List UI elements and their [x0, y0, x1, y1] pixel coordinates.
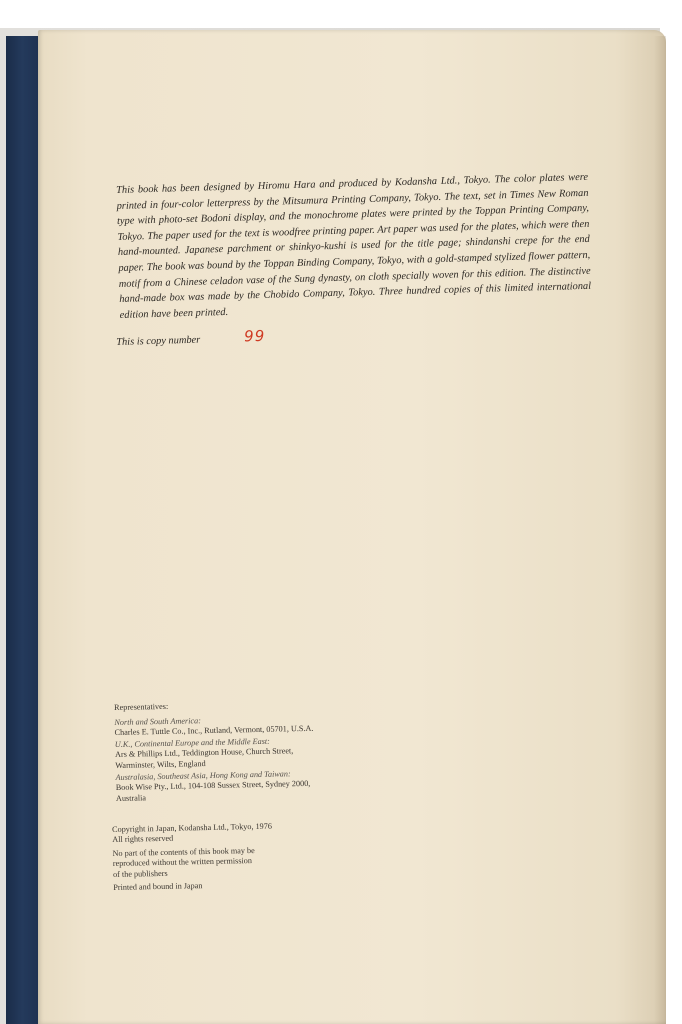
colophon-text: This book has been designed by Hiromu Hara and produced by Kodansha Ltd., Tokyo. The color plates were printed in four-color letterpress by the Mitsumura Printing Company, Tokyo. The text, set in Times New Roman type with photo-set Bodoni display, and the monochrome plates were printed by the Toppan Printing Company, Tokyo. The paper used for the text is woodfree printing paper. Art paper was used for the plates, which were then hand-mounted. Japanese parchment or shinkyo-kushi is used for the title page; shindanshi crepe for the end paper. The book was bound by the Toppan Binding Company, Tokyo, with a gold-stamped stylized flower pattern, motif from a Chinese celadon vase of the Sung dynasty, on cloth specially woven for this edition. The distinctive hand-made box was made by the Chobido Company, Tokyo. Three hundred copies of this limited international edition have been printed.	[116, 171, 592, 321]
region-label: North and South America:	[114, 715, 201, 727]
address-line: Charles E. Tuttle Co., Inc., Rutland, Vermont, 05701, U.S.A.	[114, 724, 314, 738]
handwritten-copy-number: 99	[243, 326, 266, 346]
copyright-line: Copyright in Japan, Kodansha Ltd., Tokyo, 1976	[112, 821, 272, 834]
rights-reserved-line: All rights reserved	[112, 834, 174, 845]
address-line: Australia	[115, 793, 147, 803]
representatives-block	[114, 698, 376, 806]
copyright-block	[112, 820, 333, 893]
representatives-heading: Representatives:	[114, 701, 169, 712]
book-spine	[6, 36, 42, 1024]
notice-line: No part of the contents of this book may be	[112, 845, 255, 858]
printed-in-line: Printed and bound in Japan	[113, 881, 203, 893]
address-line: Ars & Phillips Ltd., Teddington House, Church Street,	[114, 746, 294, 760]
copy-number-label: This is copy number	[116, 334, 201, 348]
page-edge-shadow	[654, 36, 666, 1024]
region-label: U.K., Continental Europe and the Middle East:	[114, 736, 270, 749]
region-label: Australasia, Southeast Asia, Hong Kong and Taiwan:	[115, 768, 291, 782]
notice-line: reproduced without the written permission	[112, 856, 253, 869]
address-line: Warminster, Wilts, England	[115, 759, 206, 770]
address-line: Book Wise Pty., Ltd., 104-108 Sussex Street, Sydney 2000,	[115, 779, 311, 793]
notice-line: of the publishers	[112, 868, 168, 879]
